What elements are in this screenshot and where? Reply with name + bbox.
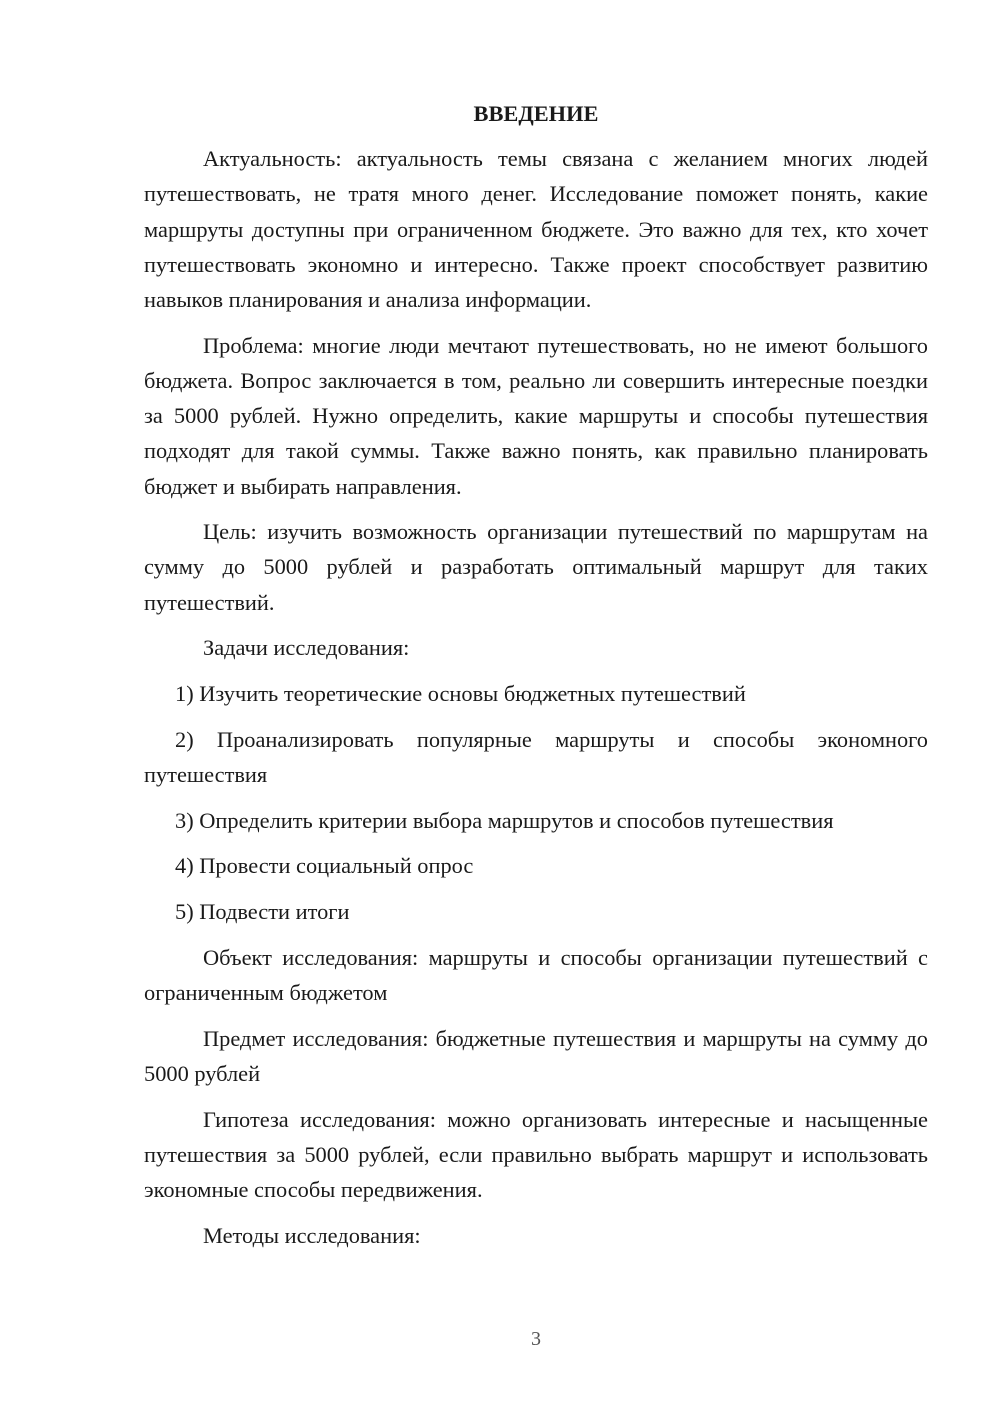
- paragraph-hypothesis: Гипотеза исследования: можно организовать интересные и насыщенные путешествия за 5000 рублей, если правильно выбрать маршрут и использовать экономные способы передвижения.: [144, 1106, 928, 1202]
- paragraph-subject: Предмет исследования: бюджетные путешествия и маршруты на сумму до 5000 рублей: [144, 1025, 928, 1086]
- page-title: ВВЕДЕНИЕ: [473, 101, 599, 126]
- task-item: 5) Подвести итоги: [175, 899, 350, 925]
- paragraph-goal: Цель: изучить возможность организации путешествий по маршрутам на сумму до 5000 рублей и разработать оптимальный маршрут для таких путешествий.: [144, 519, 928, 615]
- task-item: 2) Проанализировать популярные маршруты и способы экономного путешествия: [144, 726, 928, 787]
- task-item: 4) Провести социальный опрос: [175, 853, 474, 879]
- task-item: 1) Изучить теоретические основы бюджетных путешествий: [175, 681, 746, 707]
- paragraph-methods-heading: Методы исследования:: [203, 1222, 421, 1248]
- paragraph-object: Объект исследования: маршруты и способы организации путешествий с ограниченным бюджетом: [144, 944, 928, 1005]
- page-number: 3: [531, 1328, 541, 1350]
- paragraph-tasks-heading: Задачи исследования:: [203, 635, 410, 661]
- paragraph-relevance: Актуальность: актуальность темы связана с желанием многих людей путешествовать, не тратя много денег. Исследование поможет понять, какие маршруты доступны при ограниченном бюджете. Это важно для тех, кто хочет путешествовать экономно и интересно. Также проект способствует развитию навыков планирования и анализа информации.: [144, 146, 928, 313]
- paragraph-problem: Проблема: многие люди мечтают путешествовать, но не имеют большого бюджета. Вопрос заключается в том, реально ли совершить интересные поездки за 5000 рублей. Нужно определить, какие маршруты и способы путешествия подходят для такой суммы. Также важно понять, как правильно планировать бюджет и выбирать направления.: [144, 332, 928, 499]
- task-item: 3) Определить критерии выбора маршрутов и способов путешествия: [175, 807, 834, 833]
- document-body: [144, 96, 928, 1263]
